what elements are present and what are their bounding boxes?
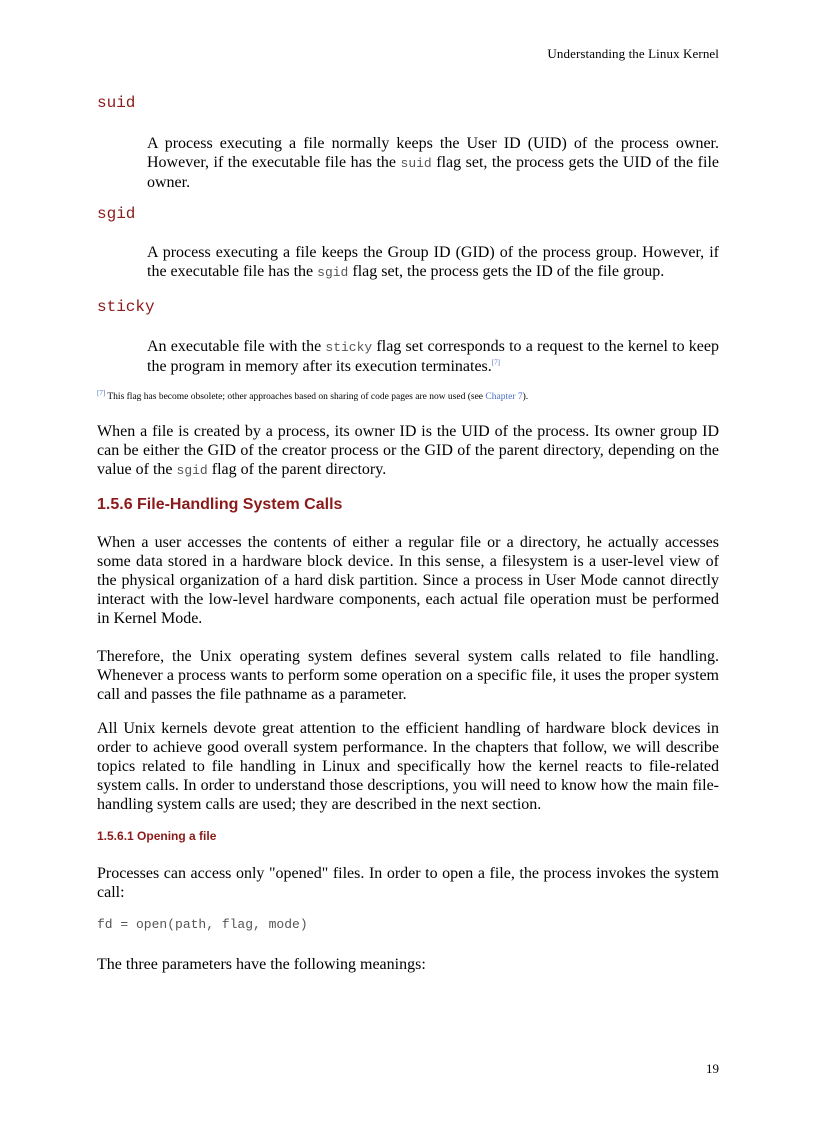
definition-sticky bbox=[147, 337, 719, 376]
definition-text: A process executing a file normally keeps the User ID (UID) of the process owner. However, if the executable file has the bbox=[147, 135, 719, 171]
footnote-ref-link[interactable]: [7] bbox=[491, 358, 500, 367]
paragraph-opening-file: Processes can access only "opened" files. In order to open a file, the process invokes the system call: bbox=[97, 865, 719, 901]
definition-text: flag set corresponds to a request to the kernel to keep the program in memory after its execution terminates. bbox=[147, 338, 720, 375]
subsection-heading: 1.5.6.1 Opening a file bbox=[97, 829, 217, 843]
inline-code: sticky bbox=[325, 340, 373, 355]
paragraph-parameters: The three parameters have the following meanings: bbox=[97, 956, 426, 973]
footnote-mark[interactable]: [7] bbox=[97, 388, 106, 397]
inline-code: sgid bbox=[176, 463, 208, 478]
definition-text: An executable file with the bbox=[147, 338, 326, 355]
page-number: 19 bbox=[706, 1061, 719, 1076]
definition-text: flag set, the process gets the UID of the file owner. bbox=[147, 154, 719, 191]
running-header: Understanding the Linux Kernel bbox=[547, 46, 719, 61]
definition-suid bbox=[147, 134, 719, 192]
inline-code: sgid bbox=[317, 265, 349, 280]
paragraph-text: When a file is created by a process, its owner ID is the UID of the process. Its owner group ID can be either the GID of the creator process or the GID of the parent directory, depending on the value of the bbox=[97, 423, 719, 478]
inline-code: suid bbox=[400, 156, 432, 171]
paragraph-file-access: When a user accesses the contents of either a regular file or a directory, he actually accesses some data stored in a hardware block device. In this sense, a filesystem is a user-level view of the physical organization of a hard disk partition. Since a process in User Mode cannot directly interact with the low-level hardware components, each actual file operation must be performed in Kernel Mode. bbox=[97, 534, 719, 627]
paragraph-text: flag of the parent directory. bbox=[207, 461, 387, 478]
footnote-text: ). bbox=[522, 392, 529, 402]
section-heading: 1.5.6 File-Handling System Calls bbox=[97, 496, 343, 513]
code-open-call: fd = open(path, flag, mode) bbox=[97, 917, 308, 932]
chapter-7-link[interactable]: Chapter 7 bbox=[485, 392, 523, 402]
term-suid: suid bbox=[97, 94, 136, 112]
term-sgid: sgid bbox=[97, 205, 136, 223]
paragraph-kernel-attention: All Unix kernels devote great attention to the efficient handling of hardware block devices in order to achieve good overall system performance. In the chapters that follow, we will describe topics related to file handling in Linux and specifically how the kernel reacts to file-related system calls. In order to understand those descriptions, you will need to know how the main file-handling system calls are used; they are described in the next section. bbox=[97, 720, 719, 813]
definition-text: A process executing a file keeps the Group ID (GID) of the process group. However, if the executable file has the bbox=[147, 244, 719, 280]
definition-sgid bbox=[147, 243, 719, 282]
footnote bbox=[97, 388, 719, 403]
paragraph-system-calls: Therefore, the Unix operating system defines several system calls related to file handling. Whenever a process wants to perform some operation on a specific file, it uses the proper system call and passes the file pathname as a parameter. bbox=[97, 648, 719, 703]
term-sticky: sticky bbox=[97, 298, 155, 316]
footnote-text: This flag has become obsolete; other approaches based on sharing of code pages are now used (see bbox=[105, 392, 486, 402]
paragraph-owner-id bbox=[97, 422, 719, 480]
definition-text: flag set, the process gets the ID of the file group. bbox=[348, 263, 665, 280]
